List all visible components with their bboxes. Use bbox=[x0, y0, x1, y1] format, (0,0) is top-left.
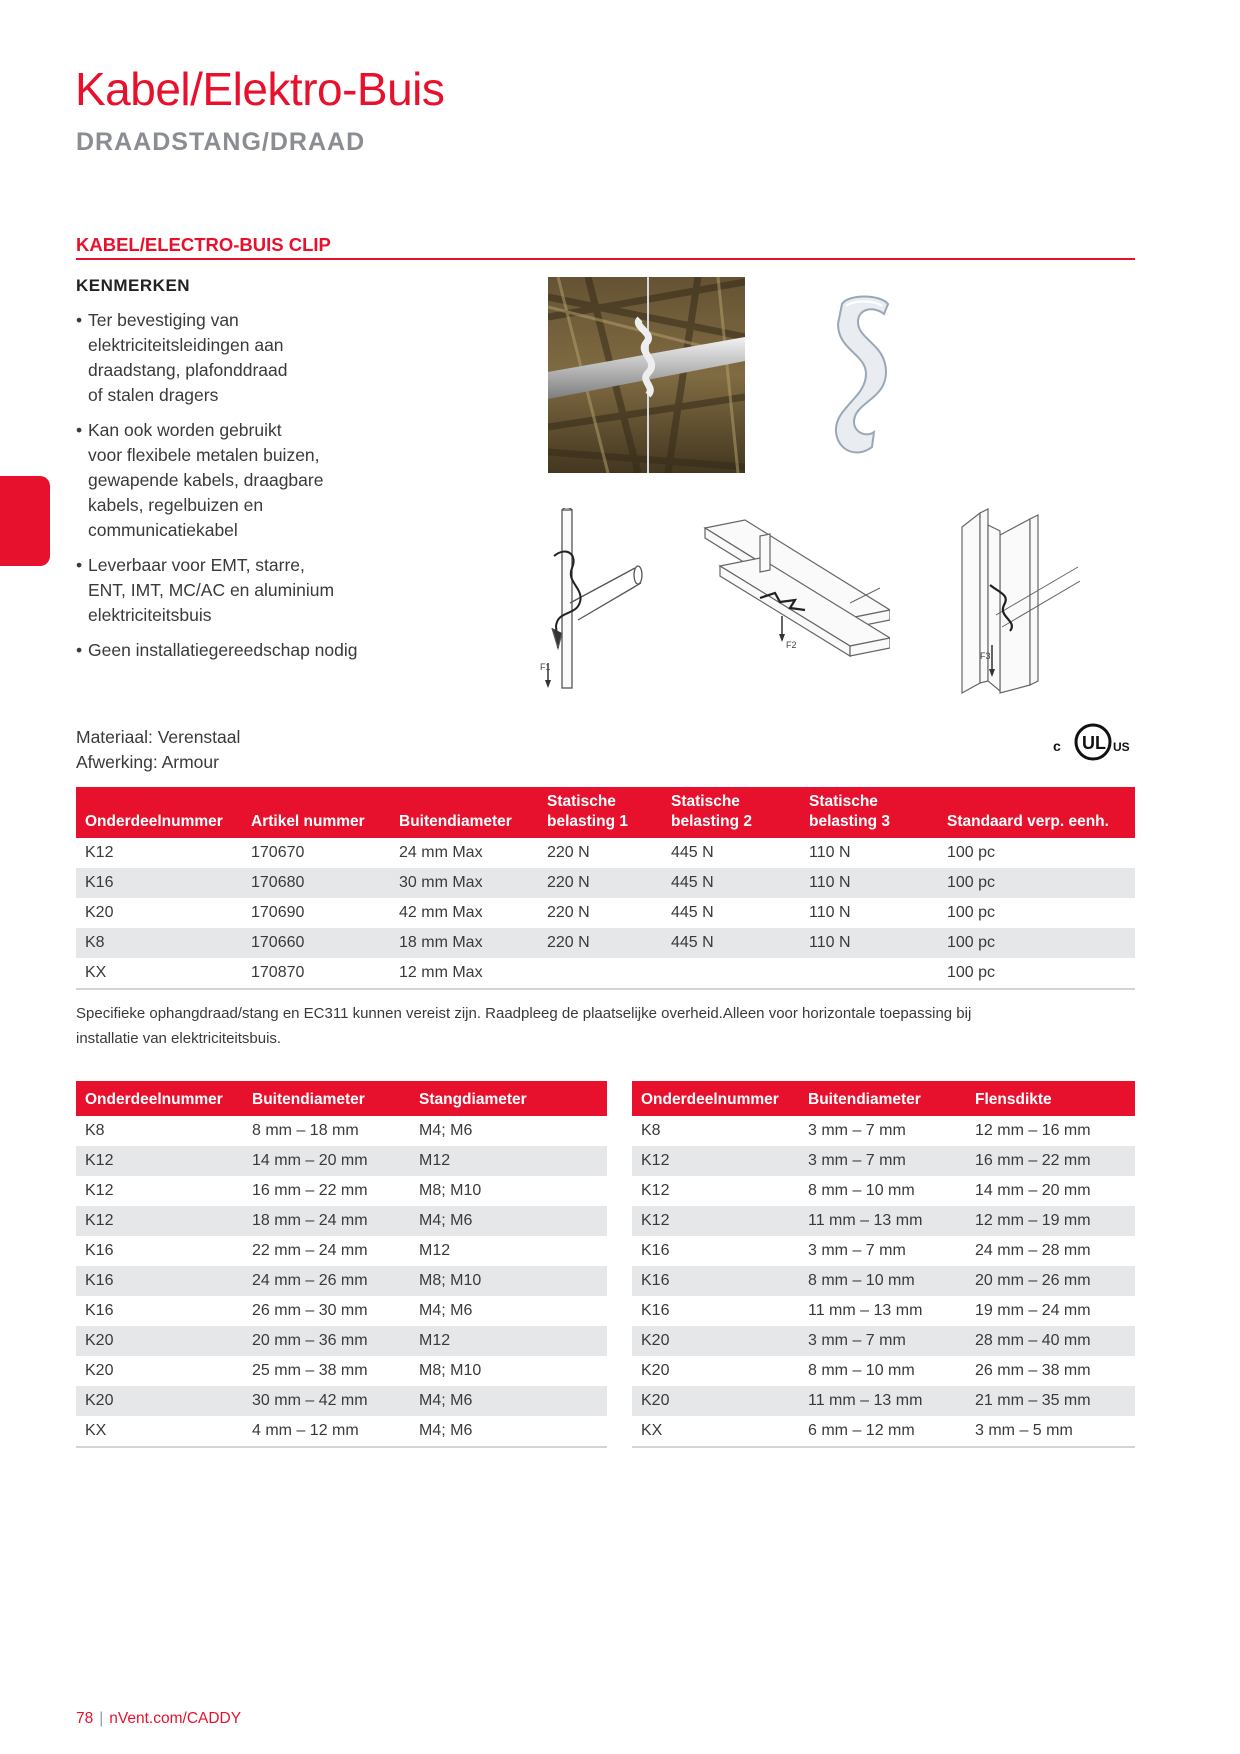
table-cell: 21 mm – 35 mm bbox=[966, 1386, 1135, 1416]
table-cell: 110 N bbox=[800, 868, 938, 898]
force-label-f1: F1 bbox=[540, 662, 551, 672]
features-list bbox=[76, 308, 456, 673]
column-header bbox=[242, 787, 390, 838]
table-cell: 25 mm – 38 mm bbox=[252, 1362, 368, 1379]
table-cell: 170660 bbox=[242, 928, 390, 958]
table-cell bbox=[538, 958, 662, 989]
table-cell: 110 N bbox=[809, 844, 851, 861]
table-cell: 11 mm – 13 mm bbox=[799, 1386, 966, 1416]
table-cell: 445 N bbox=[662, 928, 800, 958]
table-row bbox=[76, 1386, 607, 1416]
force-label-f2: F2 bbox=[786, 640, 797, 650]
diagram-f2-beam-flange bbox=[700, 518, 890, 668]
table-cell: 8 mm – 10 mm bbox=[799, 1266, 966, 1296]
table-cell: K12 bbox=[632, 1206, 799, 1236]
table-cell: KX bbox=[76, 1416, 243, 1447]
installation-photo bbox=[548, 277, 745, 473]
bullet-icon: • bbox=[76, 420, 83, 440]
bullet-icon: • bbox=[76, 555, 83, 575]
feature-line: Leverbaar voor EMT, starre, bbox=[88, 555, 305, 575]
table-cell: M8; M10 bbox=[410, 1266, 607, 1296]
svg-text:c: c bbox=[1053, 738, 1061, 754]
footer-separator: | bbox=[99, 1710, 104, 1727]
material-info bbox=[76, 725, 240, 775]
feature-line: kabels, regelbuizen en bbox=[88, 495, 264, 515]
table-cell: 100 pc bbox=[947, 844, 996, 861]
table-cell: 170670 bbox=[251, 844, 305, 861]
column-header bbox=[390, 787, 538, 838]
table-cell: 11 mm – 13 mm bbox=[799, 1206, 966, 1236]
table-cell: 24 mm Max bbox=[399, 844, 483, 861]
table-row bbox=[76, 838, 1135, 868]
table-cell: 16 mm – 22 mm bbox=[966, 1146, 1135, 1176]
table-cell: 110 N bbox=[800, 928, 938, 958]
table-cell: K16 bbox=[85, 1242, 114, 1259]
table-cell: K16 bbox=[85, 1302, 114, 1319]
table-cell: 445 N bbox=[671, 904, 714, 921]
features-heading: KENMERKEN bbox=[76, 276, 191, 295]
bullet-icon: • bbox=[76, 640, 83, 660]
table-row bbox=[632, 1116, 1135, 1146]
table-cell: K8 bbox=[85, 1122, 105, 1139]
table-cell: 24 mm – 28 mm bbox=[975, 1242, 1091, 1259]
column-header: Buitendiameter bbox=[799, 1081, 966, 1116]
table-cell: K20 bbox=[632, 1326, 799, 1356]
table-cell: 4 mm – 12 mm bbox=[243, 1416, 410, 1447]
diagram-f1-rod-mount bbox=[540, 508, 655, 693]
table-row bbox=[76, 1326, 607, 1356]
diagram-f3-beam-web bbox=[960, 505, 1080, 695]
column-header bbox=[800, 787, 938, 838]
feature-line: Ter bevestiging van bbox=[88, 310, 239, 330]
page-number: 78 bbox=[76, 1710, 94, 1727]
table-cell: 100 pc bbox=[947, 904, 996, 921]
table-cell: 28 mm – 40 mm bbox=[966, 1326, 1135, 1356]
table-row bbox=[632, 1206, 1135, 1236]
table-cell: K8 bbox=[641, 1122, 661, 1139]
table-cell: K16 bbox=[641, 1302, 670, 1319]
table-cell: K16 bbox=[632, 1266, 799, 1296]
table-cell: 30 mm Max bbox=[390, 868, 538, 898]
table-cell: 100 pc bbox=[938, 958, 1135, 989]
table-cell: K12 bbox=[85, 1182, 114, 1199]
table-row bbox=[76, 958, 1135, 989]
feature-line: elektriciteitsbuis bbox=[88, 605, 212, 625]
svg-text:UL: UL bbox=[1082, 733, 1106, 753]
column-header-line: Buitendiameter bbox=[399, 813, 512, 830]
table-cell: K20 bbox=[76, 1326, 243, 1356]
table-row bbox=[632, 1296, 1135, 1326]
table-cell: M8; M10 bbox=[419, 1182, 482, 1199]
table-cell: M4; M6 bbox=[419, 1302, 473, 1319]
table-cell: 26 mm – 30 mm bbox=[252, 1302, 368, 1319]
page-subtitle: DRAADSTANG/DRAAD bbox=[76, 128, 366, 156]
table-row bbox=[632, 1236, 1135, 1266]
feature-item bbox=[76, 308, 456, 408]
table-cell: K20 bbox=[76, 1386, 243, 1416]
section-title: KABEL/ELECTRO-BUIS CLIP bbox=[76, 234, 331, 255]
table-row bbox=[632, 1326, 1135, 1356]
table-cell: M4; M6 bbox=[419, 1122, 473, 1139]
table-cell: 220 N bbox=[547, 904, 590, 921]
column-header bbox=[938, 787, 1135, 838]
column-header bbox=[538, 787, 662, 838]
table-row bbox=[76, 1116, 607, 1146]
culus-certification-logo bbox=[1053, 722, 1138, 762]
table-cell: 19 mm – 24 mm bbox=[975, 1302, 1091, 1319]
table-cell: M4; M6 bbox=[410, 1416, 607, 1447]
table-row bbox=[76, 1176, 607, 1206]
column-header bbox=[662, 787, 800, 838]
column-header-line: Statische bbox=[809, 793, 878, 810]
table-cell: K12 bbox=[85, 844, 114, 861]
table-cell: 22 mm – 24 mm bbox=[252, 1242, 368, 1259]
table-cell: 8 mm – 10 mm bbox=[808, 1362, 915, 1379]
table-cell bbox=[800, 958, 938, 989]
column-header: Flensdikte bbox=[966, 1081, 1135, 1116]
table-cell: M4; M6 bbox=[410, 1206, 607, 1236]
column-header-line: belasting 3 bbox=[809, 813, 890, 830]
table-cell: 170870 bbox=[242, 958, 390, 989]
table-cell: 26 mm – 38 mm bbox=[975, 1362, 1091, 1379]
table-cell: 3 mm – 7 mm bbox=[808, 1242, 906, 1259]
column-header-line: belasting 2 bbox=[671, 813, 752, 830]
page-title: Kabel/Elektro-Buis bbox=[75, 63, 445, 115]
column-header: Stangdiameter bbox=[410, 1081, 607, 1116]
svg-text:US: US bbox=[1113, 740, 1130, 754]
feature-item bbox=[76, 418, 456, 543]
table-row bbox=[76, 1236, 607, 1266]
feature-line: elektriciteitsleidingen aan bbox=[88, 335, 284, 355]
column-header-line: Statische bbox=[547, 793, 616, 810]
table-cell: 170680 bbox=[242, 868, 390, 898]
column-header: Buitendiameter bbox=[243, 1081, 410, 1116]
table-row bbox=[632, 1386, 1135, 1416]
table-row bbox=[632, 1416, 1135, 1447]
table-cell: 445 N bbox=[662, 868, 800, 898]
table-row bbox=[76, 1266, 607, 1296]
column-header-line: Artikel nummer bbox=[251, 813, 365, 830]
table-cell: 3 mm – 7 mm bbox=[799, 1146, 966, 1176]
table-row bbox=[76, 1356, 607, 1386]
table-cell: 3 mm – 7 mm bbox=[808, 1122, 906, 1139]
material-text: Materiaal: Verenstaal bbox=[76, 727, 241, 747]
finish-text: Afwerking: Armour bbox=[76, 752, 219, 772]
column-header-line: Standaard verp. eenh. bbox=[947, 813, 1109, 830]
table-cell: 8 mm – 18 mm bbox=[252, 1122, 359, 1139]
feature-line: gewapende kabels, draagbare bbox=[88, 470, 324, 490]
table-cell: 100 pc bbox=[938, 928, 1135, 958]
table-cell: 18 mm Max bbox=[390, 928, 538, 958]
feature-line: Geen installatiegereedschap nodig bbox=[88, 640, 358, 660]
feature-line: ENT, IMT, MC/AC en aluminium bbox=[88, 580, 335, 600]
table-cell: M12 bbox=[410, 1146, 607, 1176]
column-header-line: Onderdeelnummer bbox=[85, 813, 223, 830]
table-row bbox=[632, 1146, 1135, 1176]
bullet-icon: • bbox=[76, 310, 83, 330]
flange-thickness-table bbox=[632, 1081, 1135, 1448]
table-cell: K12 bbox=[76, 1146, 243, 1176]
table-cell: 18 mm – 24 mm bbox=[243, 1206, 410, 1236]
main-spec-table bbox=[76, 787, 1135, 990]
table-row bbox=[76, 898, 1135, 928]
table-cell: 110 N bbox=[809, 904, 851, 921]
table-cell: K16 bbox=[641, 1242, 670, 1259]
table-cell: K12 bbox=[632, 1146, 799, 1176]
table-cell: 14 mm – 20 mm bbox=[975, 1182, 1091, 1199]
column-header: Onderdeelnummer bbox=[632, 1081, 799, 1116]
page-footer bbox=[76, 1710, 241, 1728]
table-row bbox=[632, 1176, 1135, 1206]
table-note bbox=[76, 1001, 1056, 1051]
table-row bbox=[76, 1146, 607, 1176]
feature-line: Kan ook worden gebruikt bbox=[88, 420, 282, 440]
section-divider bbox=[76, 258, 1135, 260]
column-header-line: Statische bbox=[671, 793, 740, 810]
table-cell: 12 mm – 16 mm bbox=[975, 1122, 1091, 1139]
table-cell: 16 mm – 22 mm bbox=[252, 1182, 368, 1199]
table-cell: 445 N bbox=[671, 844, 714, 861]
table-cell: M12 bbox=[419, 1242, 451, 1259]
table-cell: K12 bbox=[641, 1182, 670, 1199]
table-cell: K20 bbox=[641, 1362, 670, 1379]
footer-url[interactable]: nVent.com/CADDY bbox=[109, 1710, 242, 1727]
table-cell: 20 mm – 26 mm bbox=[966, 1266, 1135, 1296]
table-cell: 220 N bbox=[538, 868, 662, 898]
table-cell: 12 mm Max bbox=[390, 958, 538, 989]
side-tab-marker bbox=[0, 476, 50, 566]
table-cell: 3 mm – 5 mm bbox=[966, 1416, 1135, 1447]
table-cell: K16 bbox=[76, 868, 242, 898]
table-note-line: Specifieke ophangdraad/stang en EC311 kunnen vereist zijn. Raadpleeg de plaatselijke overheid.Alleen voor horizontale toepassing bij bbox=[76, 1005, 972, 1022]
feature-item bbox=[76, 638, 456, 663]
table-cell: 220 N bbox=[538, 928, 662, 958]
table-cell: M12 bbox=[410, 1326, 607, 1356]
table-row bbox=[76, 1416, 607, 1447]
table-cell: 14 mm – 20 mm bbox=[243, 1146, 410, 1176]
feature-item bbox=[76, 553, 456, 628]
feature-line: voor flexibele metalen buizen, bbox=[88, 445, 320, 465]
table-row bbox=[76, 928, 1135, 958]
table-cell: K20 bbox=[632, 1386, 799, 1416]
table-cell: K16 bbox=[76, 1266, 243, 1296]
clip-product-image bbox=[828, 292, 903, 459]
table-row bbox=[632, 1266, 1135, 1296]
table-cell: 11 mm – 13 mm bbox=[808, 1302, 923, 1319]
table-cell: K20 bbox=[85, 904, 114, 921]
table-cell: 12 mm – 19 mm bbox=[966, 1206, 1135, 1236]
table-row bbox=[76, 1296, 607, 1326]
table-cell: 42 mm Max bbox=[399, 904, 483, 921]
table-row bbox=[632, 1356, 1135, 1386]
column-header-line: belasting 1 bbox=[547, 813, 628, 830]
table-cell: M4; M6 bbox=[410, 1386, 607, 1416]
table-cell: 6 mm – 12 mm bbox=[799, 1416, 966, 1447]
table-cell: 220 N bbox=[547, 844, 590, 861]
force-label-f3: F3 bbox=[980, 651, 991, 661]
table-cell: 100 pc bbox=[938, 868, 1135, 898]
table-cell: K12 bbox=[76, 1206, 243, 1236]
table-cell: KX bbox=[76, 958, 242, 989]
table-row bbox=[76, 1206, 607, 1236]
table-row bbox=[76, 868, 1135, 898]
column-header bbox=[76, 787, 242, 838]
table-cell: M8; M10 bbox=[419, 1362, 482, 1379]
table-cell bbox=[662, 958, 800, 989]
rod-diameter-table bbox=[76, 1081, 607, 1448]
feature-line: communicatiekabel bbox=[88, 520, 238, 540]
feature-line: draadstang, plafonddraad bbox=[88, 360, 288, 380]
table-cell: 8 mm – 10 mm bbox=[808, 1182, 915, 1199]
column-header: Onderdeelnummer bbox=[76, 1081, 243, 1116]
table-cell: 170690 bbox=[251, 904, 305, 921]
table-cell: KX bbox=[632, 1416, 799, 1447]
table-cell: 30 mm – 42 mm bbox=[243, 1386, 410, 1416]
table-cell: 24 mm – 26 mm bbox=[243, 1266, 410, 1296]
table-cell: 3 mm – 7 mm bbox=[799, 1326, 966, 1356]
table-cell: K20 bbox=[85, 1362, 114, 1379]
feature-line: of stalen dragers bbox=[88, 385, 219, 405]
table-cell: K8 bbox=[76, 928, 242, 958]
table-note-line: installatie van elektriciteitsbuis. bbox=[76, 1030, 282, 1047]
table-cell: 20 mm – 36 mm bbox=[243, 1326, 410, 1356]
